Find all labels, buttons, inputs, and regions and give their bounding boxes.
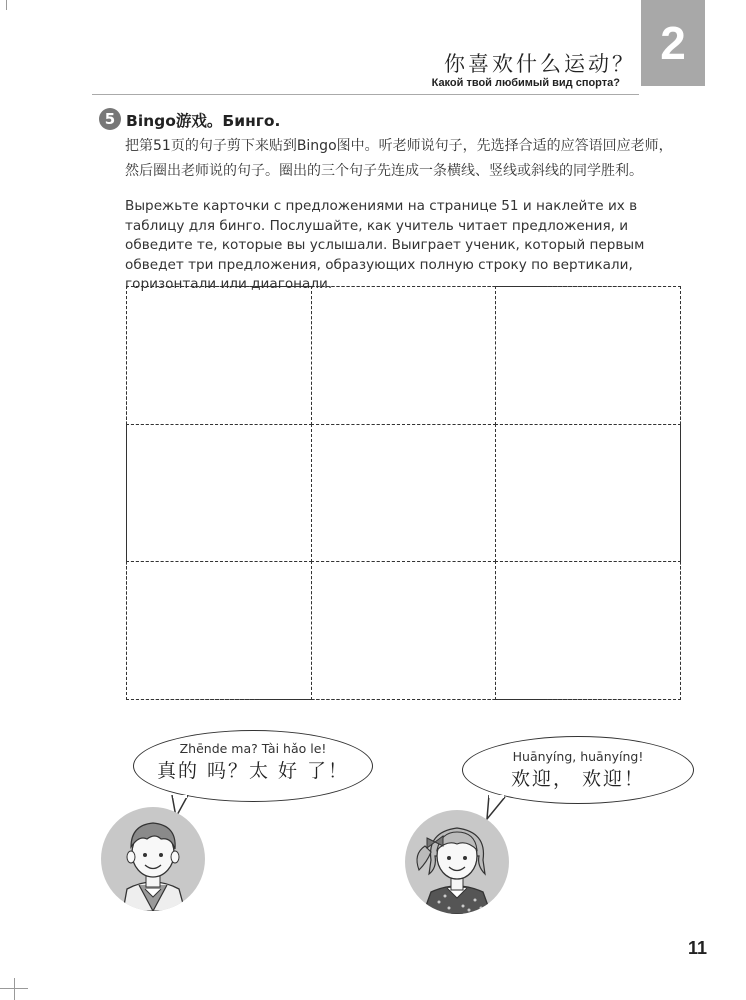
header-divider bbox=[92, 94, 639, 95]
task-title: Bingo游戏。Бинго. bbox=[126, 112, 281, 130]
crop-mark bbox=[14, 978, 15, 1000]
girl-illustration-icon bbox=[405, 810, 509, 914]
bingo-cell[interactable] bbox=[495, 561, 681, 700]
speech-hanzi: 欢迎， 欢迎！ bbox=[510, 768, 646, 790]
speech-bubble-girl bbox=[462, 736, 694, 804]
lesson-title-chinese: 你喜欢什么运动？ bbox=[444, 52, 636, 76]
girl-avatar bbox=[405, 810, 509, 914]
chapter-tab bbox=[641, 0, 705, 86]
crop-mark bbox=[6, 0, 7, 10]
bingo-cell[interactable] bbox=[126, 286, 312, 425]
bingo-cell[interactable] bbox=[495, 286, 681, 425]
boy-avatar bbox=[101, 807, 205, 911]
bingo-cell[interactable] bbox=[126, 561, 312, 700]
instruction-chinese: 把第51页的句子剪下来贴到Bingo图中。听老师说句子，先选择合适的应答语回应老师，然后圈出老师说的句子。圈出的三个句子先连成一条横线、竖线或斜线的同学胜利。 bbox=[125, 138, 673, 179]
bingo-cell[interactable] bbox=[126, 424, 312, 563]
bingo-cell[interactable] bbox=[311, 424, 497, 563]
instruction-russian: Вырежьте карточки с предложениями на странице 51 и наклейте их в таблицу для бинго. Послушайте, как учитель читает предложения, и обведите те, которые вы услышали. Выиграет ученик, который первым обведет три предложения, образующих полную строку по вертикали, горизонтали или диагонали. bbox=[125, 198, 645, 292]
bingo-grid bbox=[126, 286, 681, 700]
bingo-cell[interactable] bbox=[495, 424, 681, 563]
chapter-number: 2 bbox=[660, 17, 686, 69]
bingo-cell[interactable] bbox=[311, 286, 497, 425]
speech-pinyin: Huānyíng, huānyíng! bbox=[512, 749, 644, 764]
lesson-title-russian: Какой твой любимый вид спорта? bbox=[431, 77, 620, 89]
speech-bubble-boy bbox=[133, 730, 373, 802]
speech-hanzi: 真的 吗？太 好 了！ bbox=[156, 760, 350, 782]
speech-pinyin: Zhēnde ma? Tài hǎo le! bbox=[179, 741, 327, 756]
speech-tail-icon bbox=[485, 795, 509, 821]
bingo-cell[interactable] bbox=[311, 561, 497, 700]
page-number: 11 bbox=[688, 938, 708, 958]
task-number-badge bbox=[99, 108, 121, 130]
task-number: 5 bbox=[104, 110, 116, 128]
boy-illustration-icon bbox=[101, 807, 205, 911]
